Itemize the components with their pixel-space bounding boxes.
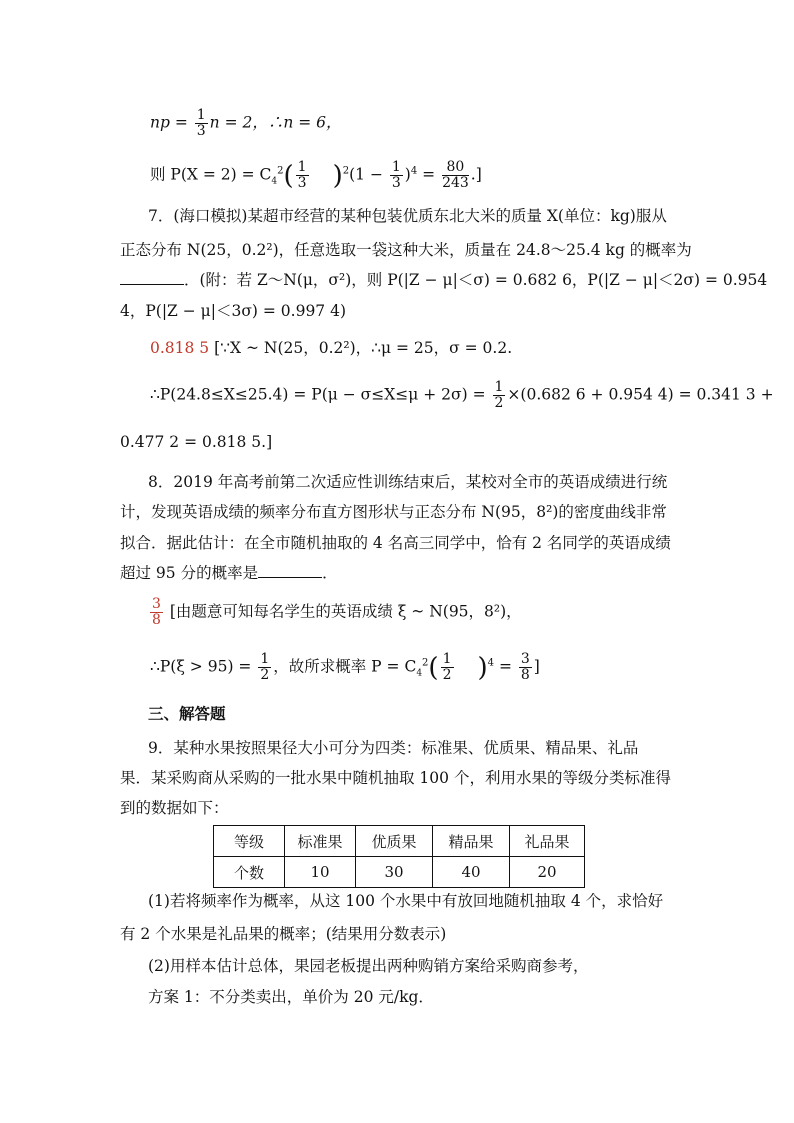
table-cell: 优质果: [356, 826, 433, 857]
question-7-line-4: 4，P(|Z − μ|＜3σ) = 0.997 4): [120, 302, 347, 320]
table-cell: 礼品果: [510, 826, 585, 857]
question-9-line-3: 到的数据如下：: [120, 799, 229, 817]
question-8-line-1: 8．2019 年高考前第二次适应性训练结束后，某校对全市的英语成绩进行统: [148, 473, 668, 491]
answer-7-line-2: ∴P(24.8≤X≤25.4) = P(μ − σ≤X≤μ + 2σ) = $\frac{1}{2}$ ×(0.682 6 + 0.954 4) = 0.341 3 +: [150, 379, 774, 411]
fraction-one-third: $\frac{1}{3}$: [196, 107, 206, 139]
answer-7-line-3: 0.477 2 = 0.818 5.]: [120, 433, 273, 451]
question-9-line-2: 果．某采购商从采购的一批水果中随机抽取 100 个，利用水果的等级分类标准得: [120, 769, 671, 787]
question-7-line-1: 7．(海口模拟)某超市经营的某种包装优质东北大米的质量 X(单位：kg)服从: [148, 207, 667, 225]
line-np: [150, 108, 342, 139]
fraction-one-half-b: $\frac{1}{2}$: [260, 651, 270, 683]
answer-8-line-2: ∴P(ξ > 95) = $\frac{1}{2}$ ，故所求概率 $P = C_4^2$( $\frac{1}{2}$ )$^4$ = $\frac{3}{8}$ ]: [150, 651, 540, 683]
answer-value: 0.818 5: [150, 339, 210, 357]
table-cell: 20: [510, 857, 585, 888]
table-cell: 30: [356, 857, 433, 888]
question-9-line-4: (1)若将频率作为概率，从这 100 个水果中有放回地随机抽取 4 个，求恰好: [148, 892, 664, 910]
question-7-line-3: ．(附：若 Z～N(μ，σ²)，则 P(|Z − μ|＜σ) = 0.682 6，P(|Z − μ|＜2σ) = 0.954: [120, 270, 767, 290]
question-8-line-2: 计，发现英语成绩的频率分布直方图形状与正态分布 N(95，8²)的密度曲线非常: [120, 503, 667, 521]
fraction-one-half-c: $\frac{1}{2}$: [442, 651, 452, 683]
text: n = 2，∴n = 6，: [209, 113, 342, 132]
fruit-grade-table: [213, 825, 585, 888]
question-9-line-7: 方案 1：不分类卖出，单价为 20 元/kg．: [148, 988, 434, 1006]
section-heading: 三、解答题: [148, 704, 226, 723]
answer-blank: [258, 563, 322, 578]
table-cell: 个数: [214, 857, 285, 888]
table-cell: 标准果: [285, 826, 356, 857]
text: np =: [150, 113, 193, 132]
fraction-three-eighths: $\frac{3}{8}$: [520, 651, 530, 683]
table-cell: 等级: [214, 826, 285, 857]
fraction-one-third-b: $\frac{1}{3}$: [297, 159, 307, 191]
line-px2: 则 $P(X = 2) = C_4^2$( $\frac{1}{3}$ )$^2$(1 − $\frac{1}{3}$ )$^4$ = $\frac{80}{243}$ .]: [150, 159, 482, 191]
table-row: [214, 826, 585, 857]
question-9-line-1: 9．某种水果按照果径大小可分为四类：标准果、优质果、精品果、礼品: [148, 739, 639, 757]
question-9-line-6: (2)用样本估计总体，果园老板提出两种购销方案给采购商参考，: [148, 957, 589, 975]
answer-7-line-1: 0.818 5 [∵X ~ N(25，0.2²)，∴μ = 25，σ = 0.2.: [150, 339, 513, 357]
fraction-one-half: $\frac{1}{2}$: [494, 379, 504, 411]
table-row: [214, 857, 585, 888]
question-9-line-5: 有 2 个水果是礼品果的概率；(结果用分数表示): [120, 925, 447, 943]
answer-8-line-1: $\frac{3}{8}$ [由题意可知每名学生的英语成绩 ξ ~ N(95，8²)，: [152, 596, 522, 628]
answer-blank: [120, 270, 184, 285]
table-cell: 40: [433, 857, 510, 888]
answer-fraction: $\frac{3}{8}$: [152, 596, 161, 628]
table-cell: 10: [285, 857, 356, 888]
fraction-one-third-c: $\frac{1}{3}$: [391, 159, 401, 191]
table-cell: 精品果: [433, 826, 510, 857]
question-7-line-2: 正态分布 N(25，0.2²)，任意选取一袋这种大米，质量在 24.8～25.4 kg 的概率为: [120, 241, 692, 259]
fraction-80-243: $\frac{80}{243}$: [442, 159, 469, 191]
question-8-line-3: 拟合．据此估计：在全市随机抽取的 4 名高三同学中，恰有 2 名同学的英语成绩: [120, 534, 671, 552]
question-8-line-4: 超过 95 分的概率是 ．: [120, 564, 338, 582]
